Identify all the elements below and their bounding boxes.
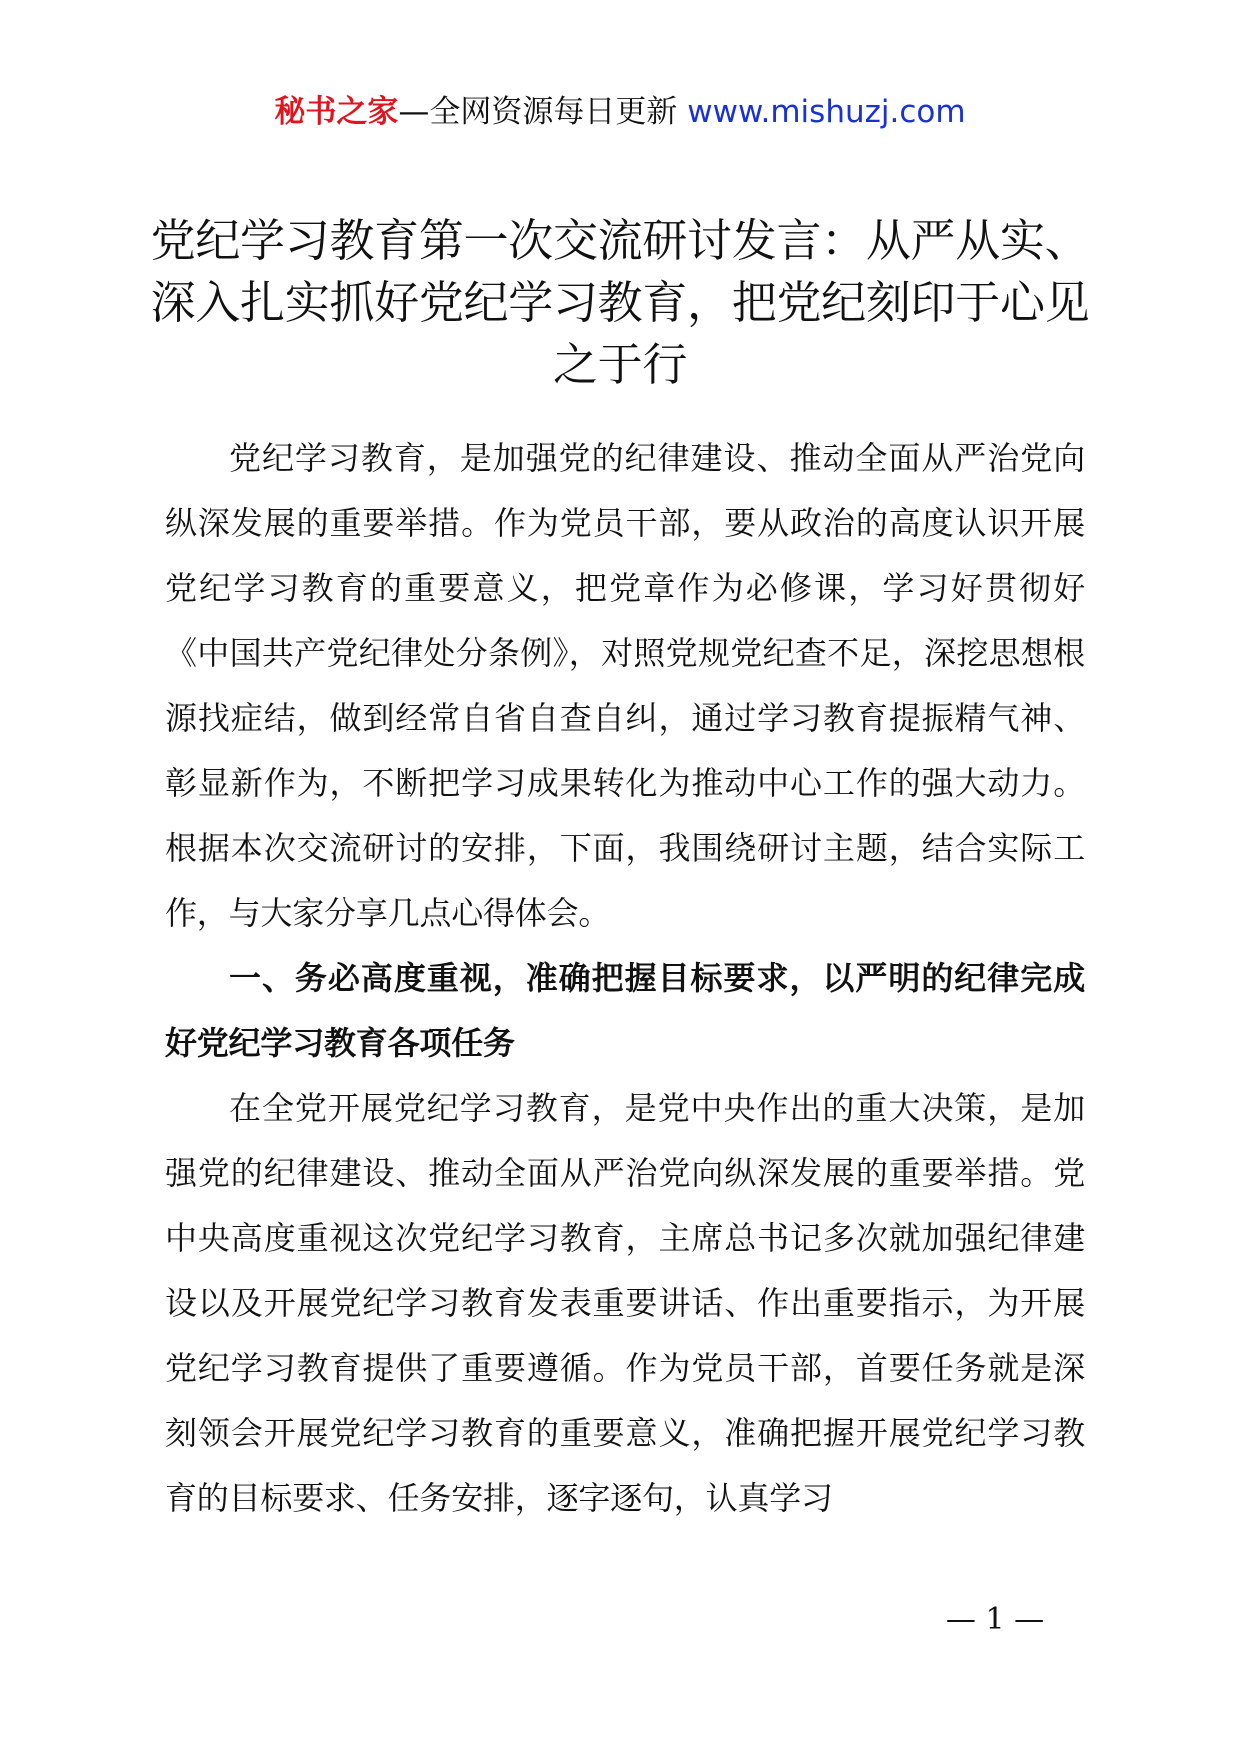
page-number: — 1 — [945, 1602, 1045, 1637]
header-tagline: —全网资源每日更新 [398, 94, 678, 130]
site-header-banner [0, 90, 1240, 134]
brand-name: 秘书之家 [274, 94, 399, 130]
section-heading-1: 一、务必高度重视，准确把握目标要求，以严明的纪律完成好党纪学习教育各项任务 [165, 959, 1085, 1062]
document-body [165, 426, 1085, 1531]
site-url-link[interactable]: www.mishuzj.com [687, 94, 966, 130]
document-title: 党纪学习教育第一次交流研讨发言：从严从实、深入扎实抓好党纪学习教育，把党纪刻印于心见之于行 [150, 214, 1090, 391]
intro-paragraph: 党纪学习教育，是加强党的纪律建设、推动全面从严治党向纵深发展的重要举措。作为党员干部，要从政治的高度认识开展党纪学习教育的重要意义，把党章作为必修课，学习好贯彻好《中国共产党纪律处分条例》，对照党规党纪查不足，深挖思想根源找症结，做到经常自省自查自纠，通过学习教育提振精气神、彰显新作为，不断把学习成果转化为推动中心工作的强大动力。根据本次交流研讨的安排，下面，我围绕研讨主题，结合实际工作，与大家分享几点心得体会。 [165, 439, 1085, 932]
body-paragraph: 在全党开展党纪学习教育，是党中央作出的重大决策，是加强党的纪律建设、推动全面从严治党向纵深发展的重要举措。党中央高度重视这次党纪学习教育，主席总书记多次就加强纪律建设以及开展党纪学习教育发表重要讲话、作出重要指示，为开展党纪学习教育提供了重要遵循。作为党员干部，首要任务就是深刻领会开展党纪学习教育的重要意义，准确把握开展党纪学习教育的目标要求、任务安排，逐字逐句，认真学习 [165, 1089, 1085, 1517]
